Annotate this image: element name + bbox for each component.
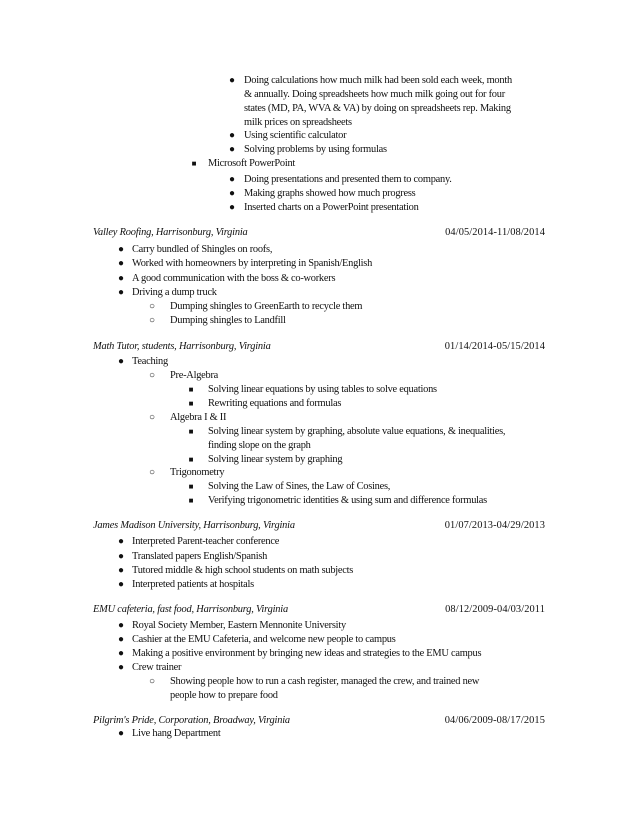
circle-bullet: ○ [148,370,156,381]
job-dates: 01/07/2013-04/29/2013 [444,520,545,531]
list-item: Carry bundled of Shingles on roofs, [132,244,273,255]
list-item: Microsoft PowerPoint [208,158,296,169]
bullet: ● [117,273,125,284]
job-dates: 04/05/2014-11/08/2014 [445,227,545,238]
text-line: people how to prepare food [170,690,278,701]
square-bullet: ■ [191,159,197,168]
bullet: ● [117,662,125,673]
bullet: ● [117,287,125,298]
bullet: ● [228,202,236,213]
job-header [93,714,545,728]
text-line: Showing people how to run a cash register, managed the crew, and trained new [170,676,480,687]
job-dates: 04/06/2009-08/17/2015 [444,715,545,726]
square-bullet: ■ [188,496,194,505]
bullet: ● [228,174,236,185]
bullet: ● [117,648,125,659]
list-item: Trigonometry [170,467,225,478]
bullet: ● [117,258,125,269]
job-org: Valley Roofing, Harrisonburg, Virginia [93,227,248,238]
bullet: ● [117,536,125,547]
circle-bullet: ○ [148,412,156,423]
list-item: Interpreted Parent-teacher conference [132,536,280,547]
list-item: Solving linear equations by using tables to solve equations [208,384,437,395]
square-bullet: ■ [188,427,194,436]
bullet: ● [117,244,125,255]
list-item: Inserted charts on a PowerPoint presentation [244,202,419,213]
list-item: Dumping shingles to Landfill [170,315,286,326]
job-org: Math Tutor, students, Harrisonburg, Virginia [93,341,271,352]
circle-bullet: ○ [148,301,156,312]
list-item: Using scientific calculator [244,130,347,141]
bullet: ● [117,579,125,590]
list-item: Rewriting equations and formulas [208,398,342,409]
list-item: Crew trainer [132,662,182,673]
list-item: Verifying trigonometric identities & using sum and difference formulas [208,495,487,506]
job-org: EMU cafeteria, fast food, Harrisonburg, Virginia [93,604,288,615]
square-bullet: ■ [188,482,194,491]
text-line: finding slope on the graph [208,440,311,451]
list-item: A good communication with the boss & co-workers [132,273,336,284]
list-item: Cashier at the EMU Cafeteria, and welcome new people to campus [132,634,396,645]
square-bullet: ■ [188,385,194,394]
list-item: Driving a dump truck [132,287,217,298]
bullet: ● [117,728,125,739]
text-line: & annually. Doing spreadsheets how much milk going out for four [244,89,505,100]
list-item: Solving problems by using formulas [244,144,387,155]
bullet: ● [117,620,125,631]
list-item: Worked with homeowners by interpreting in Spanish/English [132,258,373,269]
list-item: Translated papers English/Spanish [132,551,268,562]
list-item: Dumping shingles to GreenEarth to recycle them [170,301,363,312]
square-bullet: ■ [188,399,194,408]
job-org: Pilgrim's Pride, Corporation, Broadway, Virginia [93,715,290,726]
list-item: Royal Society Member, Eastern Mennonite University [132,620,346,631]
bullet: ● [228,144,236,155]
circle-bullet: ○ [148,467,156,478]
job-org: James Madison University, Harrisonburg, Virginia [93,520,295,531]
list-item: Algebra I & II [170,412,227,423]
circle-bullet: ○ [148,315,156,326]
list-item: Tutored middle & high school students on math subjects [132,565,354,576]
square-bullet: ■ [188,455,194,464]
text-line: Solving linear system by graphing, absolute value equations, & inequalities, [208,426,506,437]
text-line: Doing calculations how much milk had been sold each week, month [244,75,512,86]
list-item: Making graphs showed how much progress [244,188,416,199]
list-item: Solving linear system by graphing [208,454,343,465]
text-line: states (MD, PA, WVA & VA) by doing on spreadsheets rep. Making [244,103,511,114]
list-item: Making a positive environment by bringing new ideas and strategies to the EMU campus [132,648,482,659]
list-item: Solving the Law of Sines, the Law of Cosines, [208,481,391,492]
list-item: Pre-Algebra [170,370,219,381]
bullet: ● [228,130,236,141]
bullet: ● [228,188,236,199]
job-header [93,603,545,617]
bullet: ● [117,551,125,562]
bullet: ● [117,634,125,645]
bullet: ● [117,356,125,367]
list-item: Teaching [132,356,168,367]
list-item: Interpreted patients at hospitals [132,579,254,590]
job-header [93,519,545,533]
job-dates: 01/14/2014-05/15/2014 [444,341,545,352]
circle-bullet: ○ [148,676,156,687]
job-header [93,226,545,240]
job-dates: 08/12/2009-04/03/2011 [445,604,545,615]
list-item: Live hang Department [132,728,221,739]
bullet: ● [228,75,236,86]
bullet: ● [117,565,125,576]
text-line: milk prices on spreadsheets [244,117,352,128]
list-item: Doing presentations and presented them to company. [244,174,452,185]
job-header [93,340,545,354]
